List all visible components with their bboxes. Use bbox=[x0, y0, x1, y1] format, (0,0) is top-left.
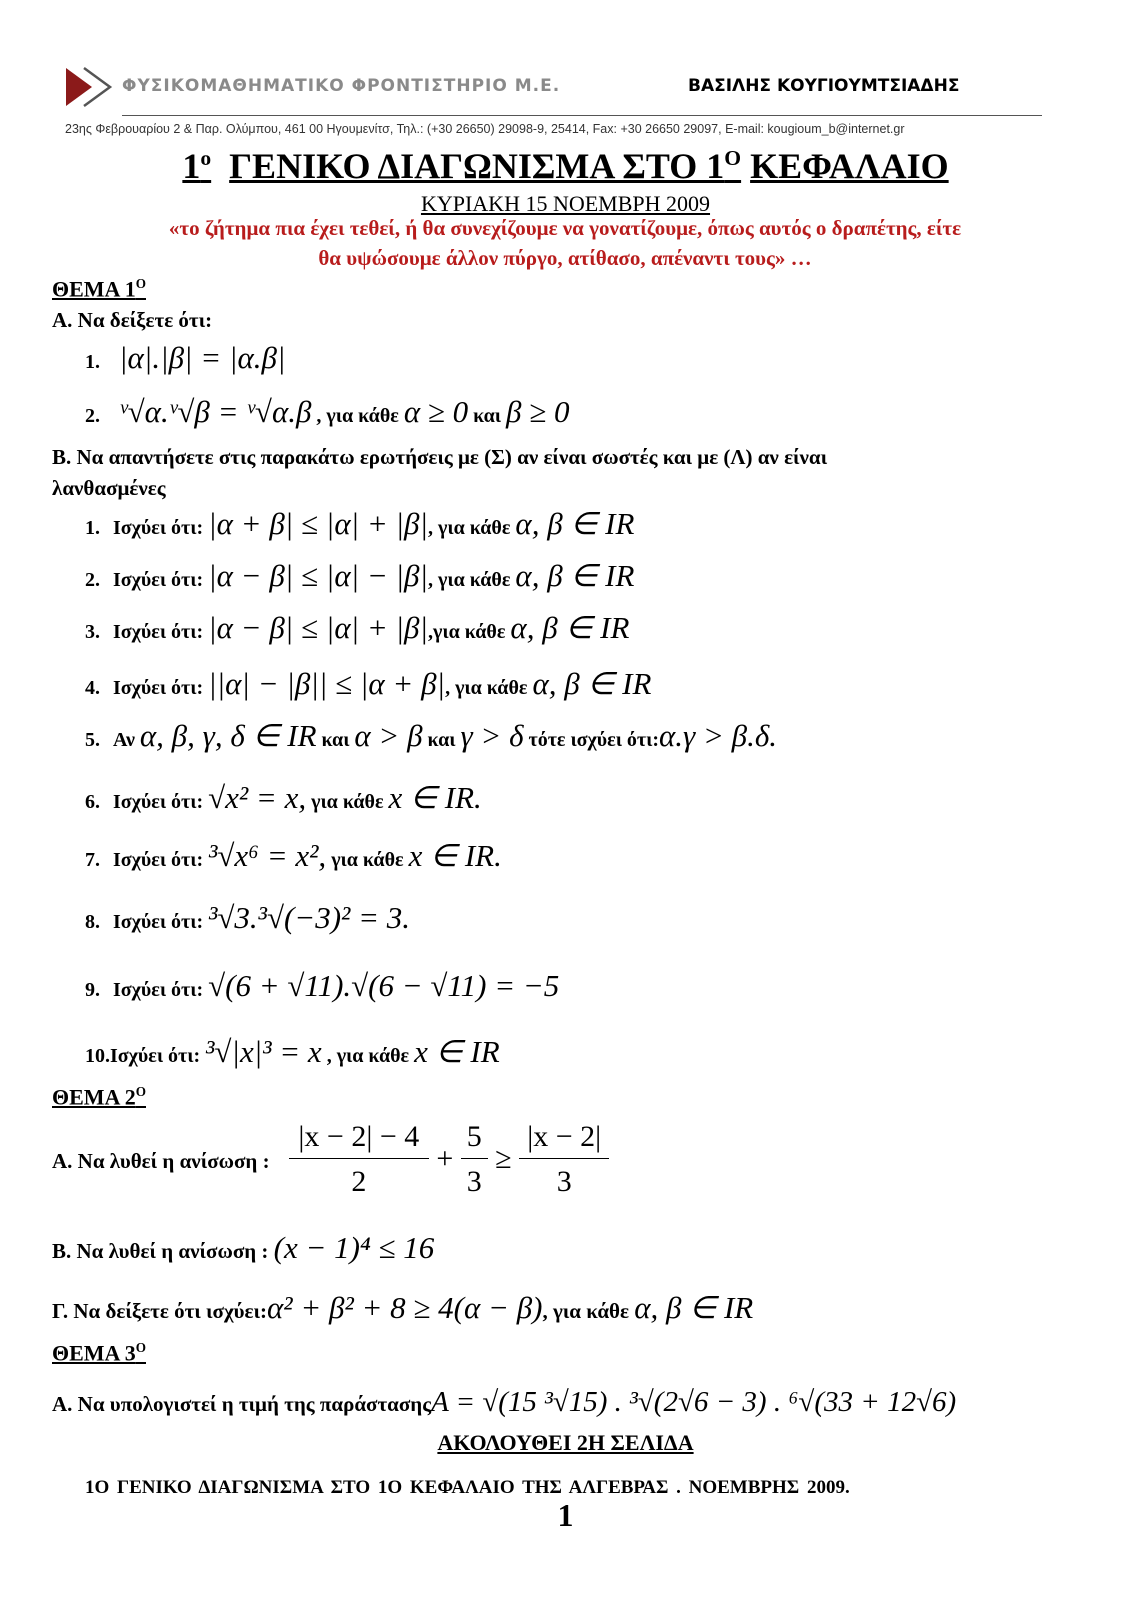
B-item-8-num: 8. bbox=[85, 911, 100, 933]
B-item-8-expr: ³√3.³√(−3)² = 3. bbox=[208, 900, 411, 935]
thema-3-title: ΘΕΜΑ 3 bbox=[52, 1340, 136, 1366]
plus-sign: + bbox=[436, 1142, 454, 1176]
B-item-2-expr: |α − β| ≤ |α| − |β| bbox=[208, 558, 429, 593]
B-item-3-lead: Ισχύει ότι: bbox=[113, 621, 204, 643]
thema-1-sup: Ο bbox=[135, 276, 146, 291]
title-ordinal: 1 bbox=[182, 146, 201, 186]
B-item-10-num: 10. bbox=[85, 1045, 110, 1067]
B-item-10-tail: , για κάθε bbox=[326, 1045, 410, 1067]
B-item-5-num: 5. bbox=[85, 729, 100, 751]
thema-2-title: ΘΕΜΑ 2 bbox=[52, 1084, 136, 1110]
B-item-2-tail: , για κάθε bbox=[428, 569, 511, 591]
B-item-6-expr: √x² = x, bbox=[208, 780, 307, 815]
B-item-9-lead: Ισχύει ότι: bbox=[113, 979, 204, 1001]
next-page-note: ΑΚΟΛΟΥΘΕΙ 2Η ΣΕΛΙΔΑ bbox=[437, 1430, 694, 1455]
fraction-1-num: |x − 2| − 4 bbox=[289, 1120, 429, 1159]
B-item-9 bbox=[85, 968, 559, 1004]
A-item-2-cond2: β ≥ 0 bbox=[506, 394, 570, 429]
B-item-3-expr: |α − β| ≤ |α| + |β| bbox=[208, 610, 429, 645]
thema-3-sup: Ο bbox=[135, 1340, 146, 1355]
B-item-1 bbox=[85, 506, 634, 542]
B-item-1-tail: , για κάθε bbox=[428, 517, 511, 539]
B-item-8-lead: Ισχύει ότι: bbox=[113, 911, 204, 933]
thema-1-B-label-2: λανθασμένες bbox=[52, 476, 166, 500]
A-item-2-num: 2. bbox=[85, 405, 100, 427]
B-item-5-cond2: γ > δ bbox=[460, 718, 524, 753]
B-item-3 bbox=[85, 610, 629, 646]
B-item-10 bbox=[85, 1034, 500, 1070]
exam-date bbox=[0, 191, 1131, 217]
B-item-5-cond: α > β bbox=[354, 718, 423, 753]
B-item-6-lead: Ισχύει ότι: bbox=[113, 791, 204, 813]
thema-2-heading bbox=[52, 1084, 146, 1110]
A-item-2 bbox=[85, 394, 569, 430]
title-main: ΓΕΝΙΚΟ ΔΙΑΓΩΝΙΣΜΑ ΣΤΟ 1 bbox=[229, 146, 725, 186]
A-item-1-expr: |α|.|β| = |α.β| bbox=[119, 340, 286, 375]
B-item-4-cond: α, β ∈ IR bbox=[532, 666, 652, 701]
thema-2-C-label: Γ. Να δείξετε ότι ισχύει: bbox=[52, 1299, 268, 1323]
title-ordinal-sup: ο bbox=[200, 146, 212, 170]
B-item-4 bbox=[85, 666, 651, 702]
B-item-7-expr: ³√x⁶ = x², bbox=[208, 838, 327, 873]
B-item-6-cond: x ∈ IR. bbox=[388, 780, 482, 815]
A-item-2-suffix: , για κάθε bbox=[316, 405, 399, 427]
B-item-10-lead: Ισχύει ότι: bbox=[110, 1045, 201, 1067]
thema-2-A-expr bbox=[289, 1120, 609, 1198]
thema-2-C-cond: α, β ∈ IR bbox=[634, 1290, 754, 1325]
header-divider bbox=[122, 115, 1042, 116]
B-item-6 bbox=[85, 780, 482, 816]
B-item-4-tail: , για κάθε bbox=[445, 677, 528, 699]
thema-1-heading bbox=[52, 276, 146, 302]
footer-text: 1Ο ΓΕΝΙΚΟ ΔΙΑΓΩΝΙΣΜΑ ΣΤΟ 1Ο ΚΕΦΑΛΑΙΟ ΤΗΣ ΑΛΓΕΒΡΑΣ . ΝΟΕΜΒΡΗΣ 2009. bbox=[85, 1477, 850, 1498]
exam-date-text: ΚΥΡΙΑΚΗ 15 ΝΟΕΜΒΡΗ 2009 bbox=[420, 191, 711, 216]
B-item-3-tail: ,για κάθε bbox=[428, 621, 506, 643]
page-number: 1 bbox=[557, 1497, 574, 1533]
B-item-5-tail2: και bbox=[427, 729, 456, 751]
thema-1-title: ΘΕΜΑ 1 bbox=[52, 276, 136, 302]
thema-2-B bbox=[52, 1230, 434, 1266]
title-chapter: ΚΕΦΑΛΑΙΟ bbox=[750, 146, 949, 186]
thema-2-A bbox=[52, 1120, 609, 1199]
B-item-5-lead: Αν bbox=[113, 729, 135, 751]
quote-line-1: «το ζήτημα πια έχει τεθεί, ή θα συνεχίζουμε να γονατίζουμε, όπως αυτός ο δραπέτης, είτε bbox=[168, 216, 962, 240]
fraction-1 bbox=[289, 1120, 429, 1199]
B-item-7-tail: για κάθε bbox=[331, 849, 404, 871]
B-item-1-num: 1. bbox=[85, 517, 100, 539]
B-item-8 bbox=[85, 900, 410, 936]
fraction-1-den: 2 bbox=[351, 1165, 367, 1198]
B-item-2 bbox=[85, 558, 634, 594]
fraction-2-num: 5 bbox=[461, 1120, 488, 1159]
B-item-10-expr: ³√|x|³ = x bbox=[205, 1034, 322, 1069]
A-item-2-join: και bbox=[473, 405, 501, 427]
B-item-5-expr: α, β, γ, δ ∈ IR bbox=[139, 718, 317, 753]
A-item-1 bbox=[85, 340, 285, 376]
thema-2-C-expr: α² + β² + 8 ≥ 4(α − β) bbox=[267, 1290, 543, 1325]
B-item-6-num: 6. bbox=[85, 791, 100, 813]
B-item-9-num: 9. bbox=[85, 979, 100, 1001]
fraction-2 bbox=[461, 1120, 488, 1199]
B-item-3-num: 3. bbox=[85, 621, 100, 643]
fraction-3-den: 3 bbox=[556, 1165, 572, 1198]
thema-2-sup: Ο bbox=[135, 1084, 146, 1099]
B-item-2-cond: α, β ∈ IR bbox=[515, 558, 635, 593]
B-item-4-expr: ||α| − |β|| ≤ |α + β| bbox=[208, 666, 446, 701]
logo-icon bbox=[62, 66, 114, 108]
B-item-4-lead: Ισχύει ότι: bbox=[113, 677, 204, 699]
B-item-5-tail: και bbox=[321, 729, 350, 751]
B-item-2-num: 2. bbox=[85, 569, 100, 591]
B-item-5-tail3: τότε ισχύει ότι: bbox=[528, 729, 659, 751]
thema-1-B-label-1: Β. Να απαντήσετε στις παρακάτω ερωτήσεις με (Σ) αν είναι σωστές και με (Λ) αν είναι bbox=[52, 445, 828, 469]
thema-3-heading bbox=[52, 1340, 146, 1366]
thema-1-A-label: Α. Να δείξετε ότι: bbox=[52, 308, 213, 332]
thema-3-A-expr: A = √(15 ³√15) . ³√(2√6 − 3) . ⁶√(33 + 12√6) bbox=[431, 1386, 957, 1418]
B-item-6-tail: για κάθε bbox=[311, 791, 384, 813]
thema-2-C bbox=[52, 1290, 753, 1326]
page-title bbox=[0, 145, 1131, 187]
B-item-9-expr: √(6 + √11).√(6 − √11) = −5 bbox=[208, 968, 560, 1003]
B-item-7 bbox=[85, 838, 502, 874]
A-item-2-expr: ᵛ√α.ᵛ√β = ᵛ√α.β bbox=[119, 394, 312, 429]
teacher-name: ΒΑΣΙΛΗΣ ΚΟΥΓΙΟΥΜΤΣΙΑΔΗΣ bbox=[688, 76, 960, 96]
B-item-7-num: 7. bbox=[85, 849, 100, 871]
B-item-5 bbox=[85, 718, 777, 754]
thema-2-A-label: Α. Να λυθεί η ανίσωση : bbox=[52, 1149, 270, 1174]
B-item-7-lead: Ισχύει ότι: bbox=[113, 849, 204, 871]
A-item-1-num: 1. bbox=[85, 351, 100, 373]
fraction-3 bbox=[519, 1120, 609, 1199]
B-item-1-lead: Ισχύει ότι: bbox=[113, 517, 204, 539]
B-item-2-lead: Ισχύει ότι: bbox=[113, 569, 204, 591]
B-item-1-cond: α, β ∈ IR bbox=[515, 506, 635, 541]
thema-2-B-label: Β. Να λυθεί η ανίσωση : bbox=[52, 1239, 269, 1263]
B-item-4-num: 4. bbox=[85, 677, 100, 699]
geq-sign: ≥ bbox=[495, 1142, 512, 1176]
organization-name: ΦΥΣΙΚΟΜΑΘΗΜΑΤΙΚΟ ΦΡΟΝΤΙΣΤΗΡΙΟ Μ.Ε. bbox=[122, 76, 561, 96]
thema-2-B-expr: (x − 1)⁴ ≤ 16 bbox=[273, 1230, 435, 1265]
fraction-2-den: 3 bbox=[466, 1165, 482, 1198]
thema-3-A-label: Α. Να υπολογιστεί η τιμή της παράστασης bbox=[52, 1392, 432, 1416]
address-line: 23ης Φεβρουαρίου 2 & Παρ. Ολύμπου, 461 00 Ηγουμενίτσ, Τηλ.: (+30 26650) 29098-9, 25414, Fax: +30 26650 29097, E-mail: kougioum_b@internet.gr bbox=[65, 122, 905, 136]
title-chapter-sup: Ο bbox=[724, 146, 742, 170]
fraction-3-num: |x − 2| bbox=[519, 1120, 609, 1159]
thema-3-A bbox=[52, 1386, 956, 1419]
thema-2-C-tail: , για κάθε bbox=[542, 1299, 629, 1323]
A-item-2-cond1: α ≥ 0 bbox=[403, 394, 469, 429]
B-item-7-cond: x ∈ IR. bbox=[408, 838, 502, 873]
B-item-5-cond3: α.γ > β.δ. bbox=[659, 718, 778, 753]
quote-line-2: θα υψώσουμε άλλον πύργο, ατίθασο, απέναντι τους» … bbox=[318, 246, 812, 270]
B-item-1-expr: |α + β| ≤ |α| + |β| bbox=[208, 506, 429, 541]
B-item-3-cond: α, β ∈ IR bbox=[510, 610, 630, 645]
B-item-10-cond: x ∈ IR bbox=[414, 1034, 500, 1069]
